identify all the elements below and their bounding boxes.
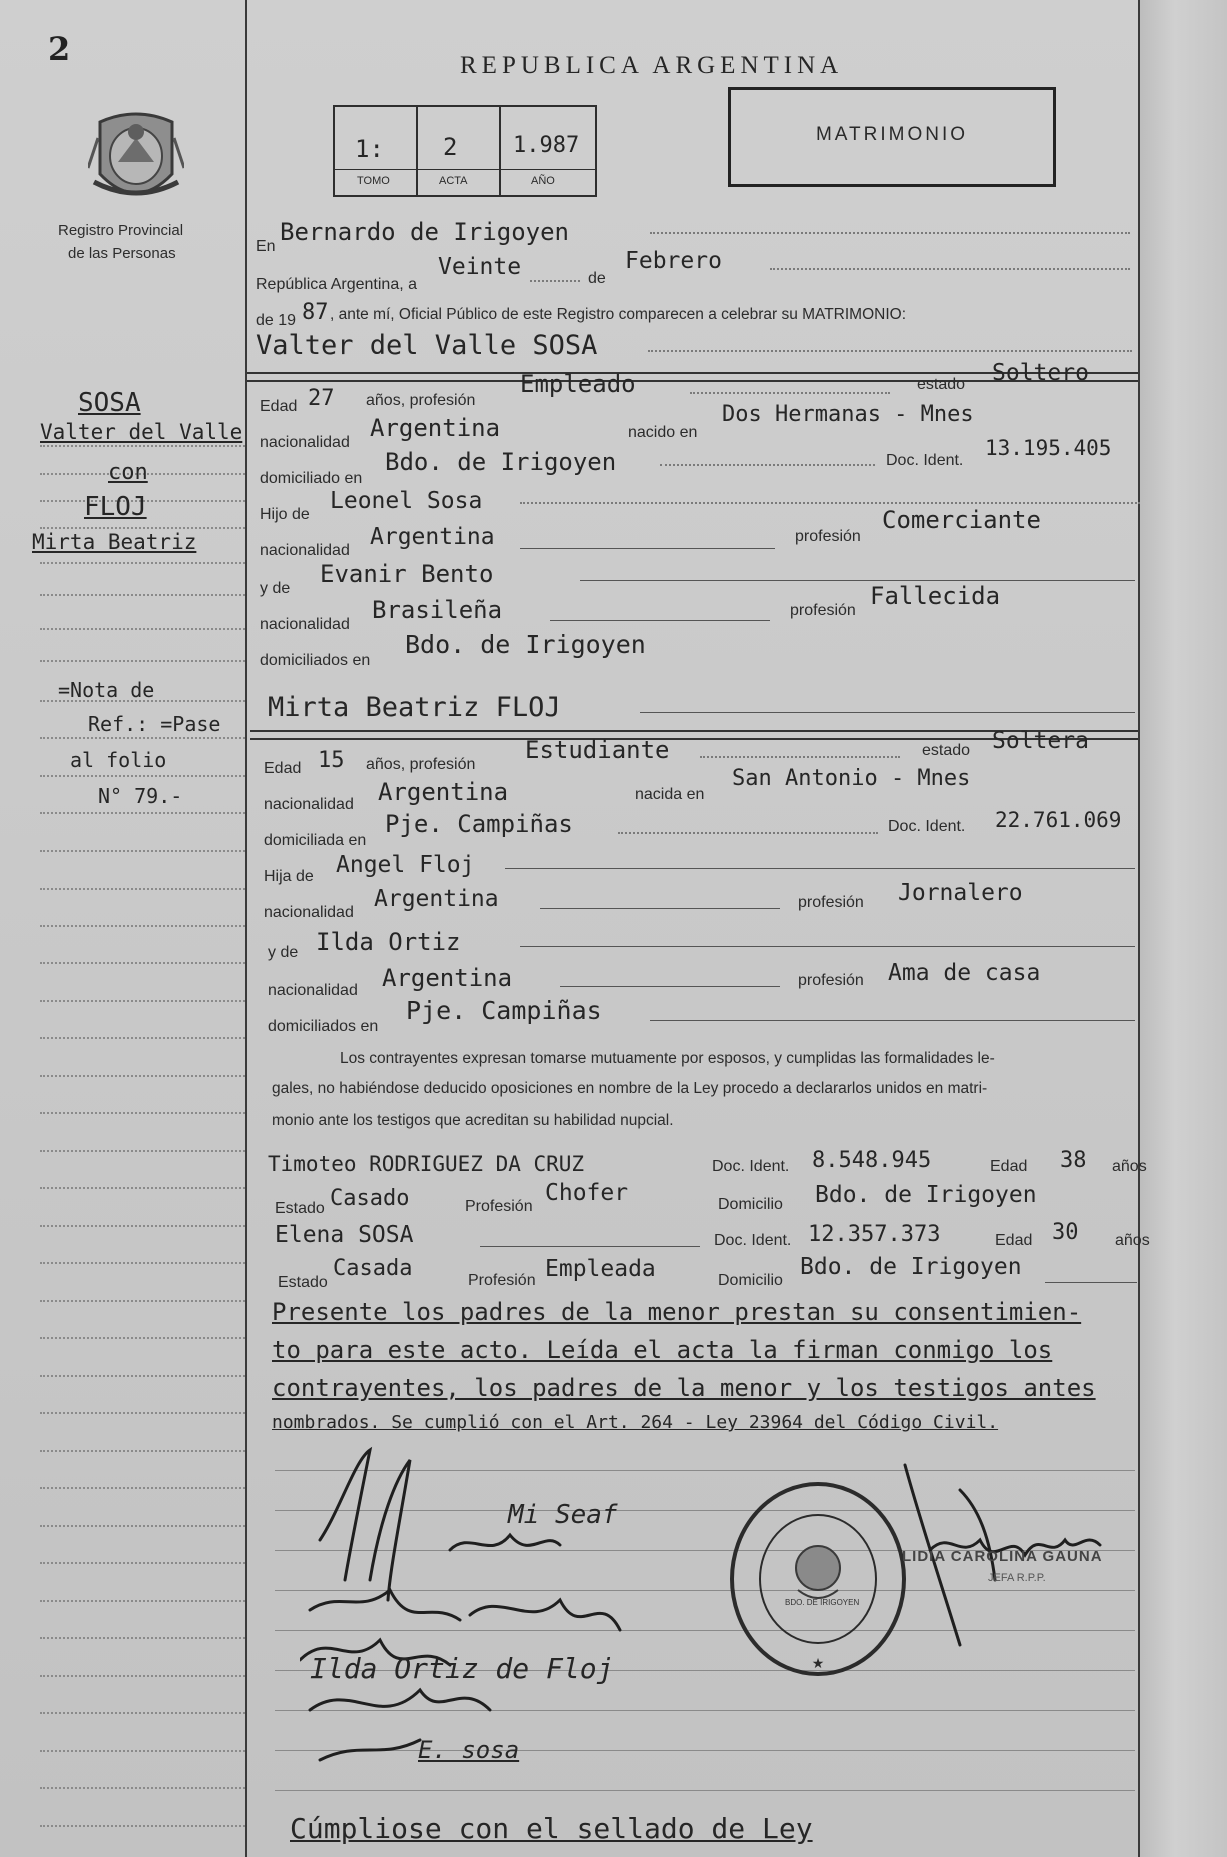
country-title: REPUBLICA ARGENTINA [460, 52, 844, 79]
witness1-status: Casado [330, 1186, 410, 1211]
bride-age: 15 [318, 748, 345, 773]
act-type-box [728, 87, 1056, 187]
groom-father-prof: Comerciante [882, 506, 1041, 534]
signature-2: Ilda Ortiz de Floj [310, 1652, 614, 1685]
bride-mother-nat: Argentina [382, 964, 513, 992]
witness1-dom-label: Domicilio [718, 1196, 783, 1213]
bride-parents-dom: Pje. Campiñas [406, 996, 602, 1025]
bride-hija-label: Hija de [264, 868, 314, 885]
groom-father: Leonel Sosa [330, 488, 483, 514]
notes-line4: nombrados. Se cumplió con el Art. 264 - Ley 23964 del Código Civil. [272, 1412, 999, 1433]
bride-anos-prof-label: años, profesión [366, 756, 476, 773]
groom-anos-prof-label: años, profesión [366, 392, 476, 409]
bride-nationality: Argentina [378, 778, 509, 806]
margin-name-groom: Valter del Valle [40, 420, 243, 444]
groom-mother-nat-label: nacionalidad [260, 616, 350, 633]
bride-birthplace: San Antonio - Mnes [732, 766, 971, 791]
bride-father-prof-label: profesión [798, 894, 864, 911]
tomo-value: 1: [355, 135, 384, 163]
bride-edad-label: Edad [264, 760, 302, 777]
day-value: Veinte [438, 254, 522, 280]
witness1-edad-label: Edad [990, 1158, 1028, 1175]
witness2-edad-label: Edad [995, 1232, 1033, 1249]
signature-1: Mi Seaf [508, 1500, 618, 1530]
registry-stamp [728, 1480, 908, 1678]
groom-father-nat-label: nacionalidad [260, 542, 350, 559]
margin-surname-bride: FLOJ [84, 492, 147, 522]
groom-doc-label: Doc. Ident. [886, 452, 964, 469]
bride-mother: Ilda Ortiz [316, 928, 461, 956]
notes-line1: Presente los padres de la menor prestan su consentimien- [272, 1298, 1082, 1326]
margin-name-bride: Mirta Beatriz [32, 530, 197, 554]
witness1-dom: Bdo. de Irigoyen [815, 1182, 1037, 1208]
bride-profession: Estudiante [525, 736, 670, 764]
tomo-label: TOMO [357, 175, 390, 187]
page-edge [1140, 0, 1227, 1857]
groom-hijo-label: Hijo de [260, 506, 310, 523]
coat-of-arms-seal [88, 108, 184, 216]
witness2-doc-label: Doc. Ident. [714, 1232, 792, 1249]
groom-mother-prof: Fallecida [870, 582, 1001, 610]
witness2-name: Elena SOSA [275, 1222, 414, 1248]
bride-name: Mirta Beatriz FLOJ [268, 692, 561, 723]
groom-mother-nat: Brasileña [372, 596, 503, 624]
signatures-scribbles [300, 1440, 660, 1770]
witness1-prof-label: Profesión [465, 1198, 533, 1215]
groom-doc: 13.195.405 [985, 436, 1112, 460]
bride-father-prof: Jornalero [898, 880, 1023, 906]
anio-label: AÑO [531, 175, 555, 187]
margin-note-line3: al folio [70, 748, 167, 772]
de19-label: de 19 [256, 312, 297, 329]
groom-parents-dom: Bdo. de Irigoyen [405, 630, 646, 659]
groom-mother: Evanir Bento [320, 560, 494, 588]
groom-mother-prof-label: profesión [790, 602, 856, 619]
month-value: Febrero [625, 248, 722, 274]
de-label: de [588, 270, 606, 287]
act-type-label: MATRIMONIO [815, 124, 969, 145]
official-role: JEFA R.P.P. [988, 1572, 1046, 1584]
groom-nat-label: nacionalidad [260, 434, 350, 451]
witness2-dom: Bdo. de Irigoyen [800, 1254, 1022, 1280]
witness1-doc: 8.548.945 [812, 1148, 932, 1173]
witness1-anos-label: años [1112, 1158, 1147, 1175]
official-name: LIDIA CAROLINA GAUNA [902, 1548, 1103, 1565]
witness2-age: 30 [1052, 1220, 1079, 1245]
acta-value: 2 [443, 133, 458, 161]
groom-nationality: Argentina [370, 414, 501, 442]
margin-con: con [108, 460, 148, 485]
witness2-prof: Empleada [545, 1256, 656, 1282]
witness1-prof: Chofer [545, 1180, 629, 1206]
witness2-estado-label: Estado [278, 1274, 328, 1291]
registry-line2: de las Personas [68, 245, 176, 262]
en-label: En [256, 238, 276, 255]
witness1-estado-label: Estado [275, 1200, 325, 1217]
left-frame-line [245, 0, 247, 1857]
witness2-status: Casada [333, 1256, 413, 1281]
intro-statement: , ante mí, Oficial Público de este Registro comparecen a celebrar su MATRIMONIO: [330, 306, 907, 323]
bride-father: Angel Floj [336, 852, 475, 878]
anio-value: 1.987 [513, 133, 580, 158]
bride-father-nat-label: nacionalidad [264, 904, 354, 921]
groom-dom-label: domiciliado en [260, 470, 363, 487]
groom-father-prof-label: profesión [795, 528, 861, 545]
witness1-age: 38 [1060, 1148, 1087, 1173]
bride-yde-label: y de [268, 944, 299, 961]
margin-note-line4: N° 79.- [98, 784, 183, 808]
groom-address: Bdo. de Irigoyen [385, 448, 617, 476]
bride-parents-dom-label: domiciliados en [268, 1018, 379, 1035]
page-number: 2 [48, 30, 71, 68]
stamp-place: BDO. DE IRIGOYEN [785, 1598, 860, 1607]
year-suffix: 87 [302, 300, 329, 325]
bride-mother-prof: Ama de casa [888, 960, 1041, 986]
registry-line1: Registro Provincial [58, 222, 184, 239]
groom-father-nat: Argentina [370, 524, 495, 550]
bride-estado-label: estado [922, 742, 971, 759]
margin-note-line2: Ref.: =Pase [88, 712, 221, 736]
margin-note-line1: =Nota de [58, 678, 155, 702]
witness2-anos-label: años [1115, 1232, 1150, 1249]
witness2-prof-label: Profesión [468, 1272, 536, 1289]
groom-parents-dom-label: domiciliados en [260, 652, 371, 669]
place-value: Bernardo de Irigoyen [280, 218, 569, 246]
margin-surname-groom: SOSA [78, 388, 141, 418]
bride-address: Pje. Campiñas [385, 810, 573, 838]
bride-nat-label: nacionalidad [264, 796, 354, 813]
groom-yde-label: y de [260, 580, 291, 597]
bride-mother-prof-label: profesión [798, 972, 864, 989]
groom-age: 27 [308, 386, 335, 411]
bride-doc-label: Doc. Ident. [888, 818, 966, 835]
signature-3: E. sosa [418, 1736, 520, 1764]
declaration-line2: gales, no habiéndose deducido oposiciones en nombre de la Ley procedo a declararlos unidos en matri- [272, 1080, 988, 1097]
bride-mother-nat-label: nacionalidad [268, 982, 358, 999]
declaration-line1: Los contrayentes expresan tomarse mutuamente por esposos, y cumplidas las formalidades le- [340, 1050, 995, 1067]
republica-label: República Argentina, a [256, 276, 417, 293]
bride-civil-status: Soltera [992, 728, 1089, 754]
groom-estado-label: estado [917, 376, 966, 393]
groom-edad-label: Edad [260, 398, 298, 415]
notes-line3: contrayentes, los padres de la menor y los testigos antes [272, 1374, 1096, 1402]
declaration-line3: monio ante los testigos que acreditan su habilidad nupcial. [272, 1112, 674, 1129]
acta-label: ACTA [439, 175, 468, 187]
bride-father-nat: Argentina [374, 886, 499, 912]
witness1-name: Timoteo RODRIGUEZ DA CRUZ [268, 1152, 585, 1176]
witness2-dom-label: Domicilio [718, 1272, 783, 1289]
groom-nacido-label: nacido en [628, 424, 698, 441]
closing-line: Cúmpliose con el sellado de Ley [290, 1812, 813, 1845]
bride-dom-label: domiciliada en [264, 832, 367, 849]
svg-text:★: ★ [811, 1655, 825, 1671]
groom-name: Valter del Valle SOSA [256, 330, 598, 361]
notes-line2: to para este acto. Leída el acta la firman conmigo los [272, 1336, 1053, 1364]
groom-profession: Empleado [520, 370, 636, 398]
witness1-doc-label: Doc. Ident. [712, 1158, 790, 1175]
act-number-box [333, 105, 597, 197]
bride-nacida-label: nacida en [635, 786, 705, 803]
bride-doc: 22.761.069 [995, 808, 1122, 832]
groom-civil-status: Soltero [992, 360, 1089, 386]
groom-birthplace: Dos Hermanas - Mnes [722, 402, 974, 427]
witness2-doc: 12.357.373 [808, 1222, 941, 1247]
